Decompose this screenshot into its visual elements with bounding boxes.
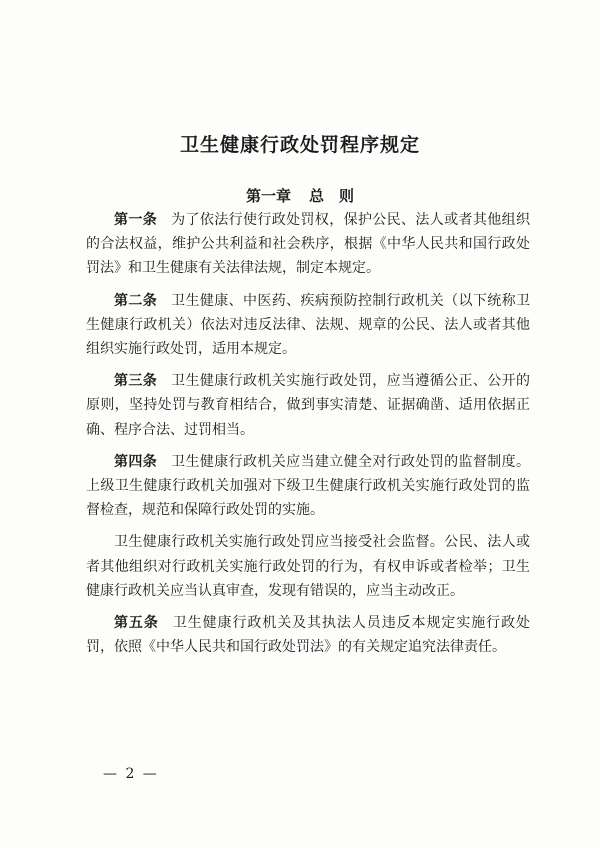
article-text: 卫生健康行政机关及其执法人员违反本规定实施行政处罚，依照《中华人民共和国行政处罚法》的有关规定追究法律责任。 [86,615,531,656]
document-body [86,208,530,667]
chapter-number: 第一章 [245,187,291,205]
continuation-paragraph [86,530,530,603]
page-number: — 2 — [103,766,159,782]
chapter-heading [0,186,600,206]
article-number: 第五条 [114,615,159,632]
article-number: 第四条 [114,453,158,470]
article-paragraph [86,208,530,281]
article-paragraph [86,369,530,442]
article-number: 第三条 [114,373,158,390]
article-number: 第二条 [114,292,158,309]
article-text: 卫生健康、中医药、疾病预防控制行政机关（以下统称卫生健康行政机关）依法对违反法律、法规、规章的公民、法人或者其他组织实施行政处罚，适用本规定。 [86,292,531,358]
article-text: 卫生健康行政机关实施行政处罚应当接受社会监督。公民、法人或者其他组织对行政机关实施行政处罚的行为，有权申诉或者检举；卫生健康行政机关应当认真审查，发现有错误的，应当主动改正。 [86,534,530,599]
article-text: 卫生健康行政机关应当建立健全对行政处罚的监督制度。上级卫生健康行政机关加强对下级卫生健康行政机关实施行政处罚的监督检查，规范和保障行政处罚的实施。 [86,453,531,519]
article-number: 第一条 [114,212,158,228]
article-paragraph [86,289,530,362]
article-text: 卫生健康行政机关实施行政处罚，应当遵循公正、公开的原则，坚持处罚与教育相结合，做到事实清楚、证据确凿、适用依据正确、程序合法、过罚相当。 [86,373,531,438]
document-title: 卫生健康行政处罚程序规定 [179,134,420,156]
article-paragraph [86,611,530,659]
article-paragraph [86,450,530,523]
chapter-name: 总 则 [309,187,355,205]
article-text: 为了依法行使行政处罚权，保护公民、法人或者其他组织的合法权益，维护公共利益和社会秩序，根据《中华人民共和国行政处罚法》和卫生健康有关法律法规，制定本规定。 [86,212,531,277]
